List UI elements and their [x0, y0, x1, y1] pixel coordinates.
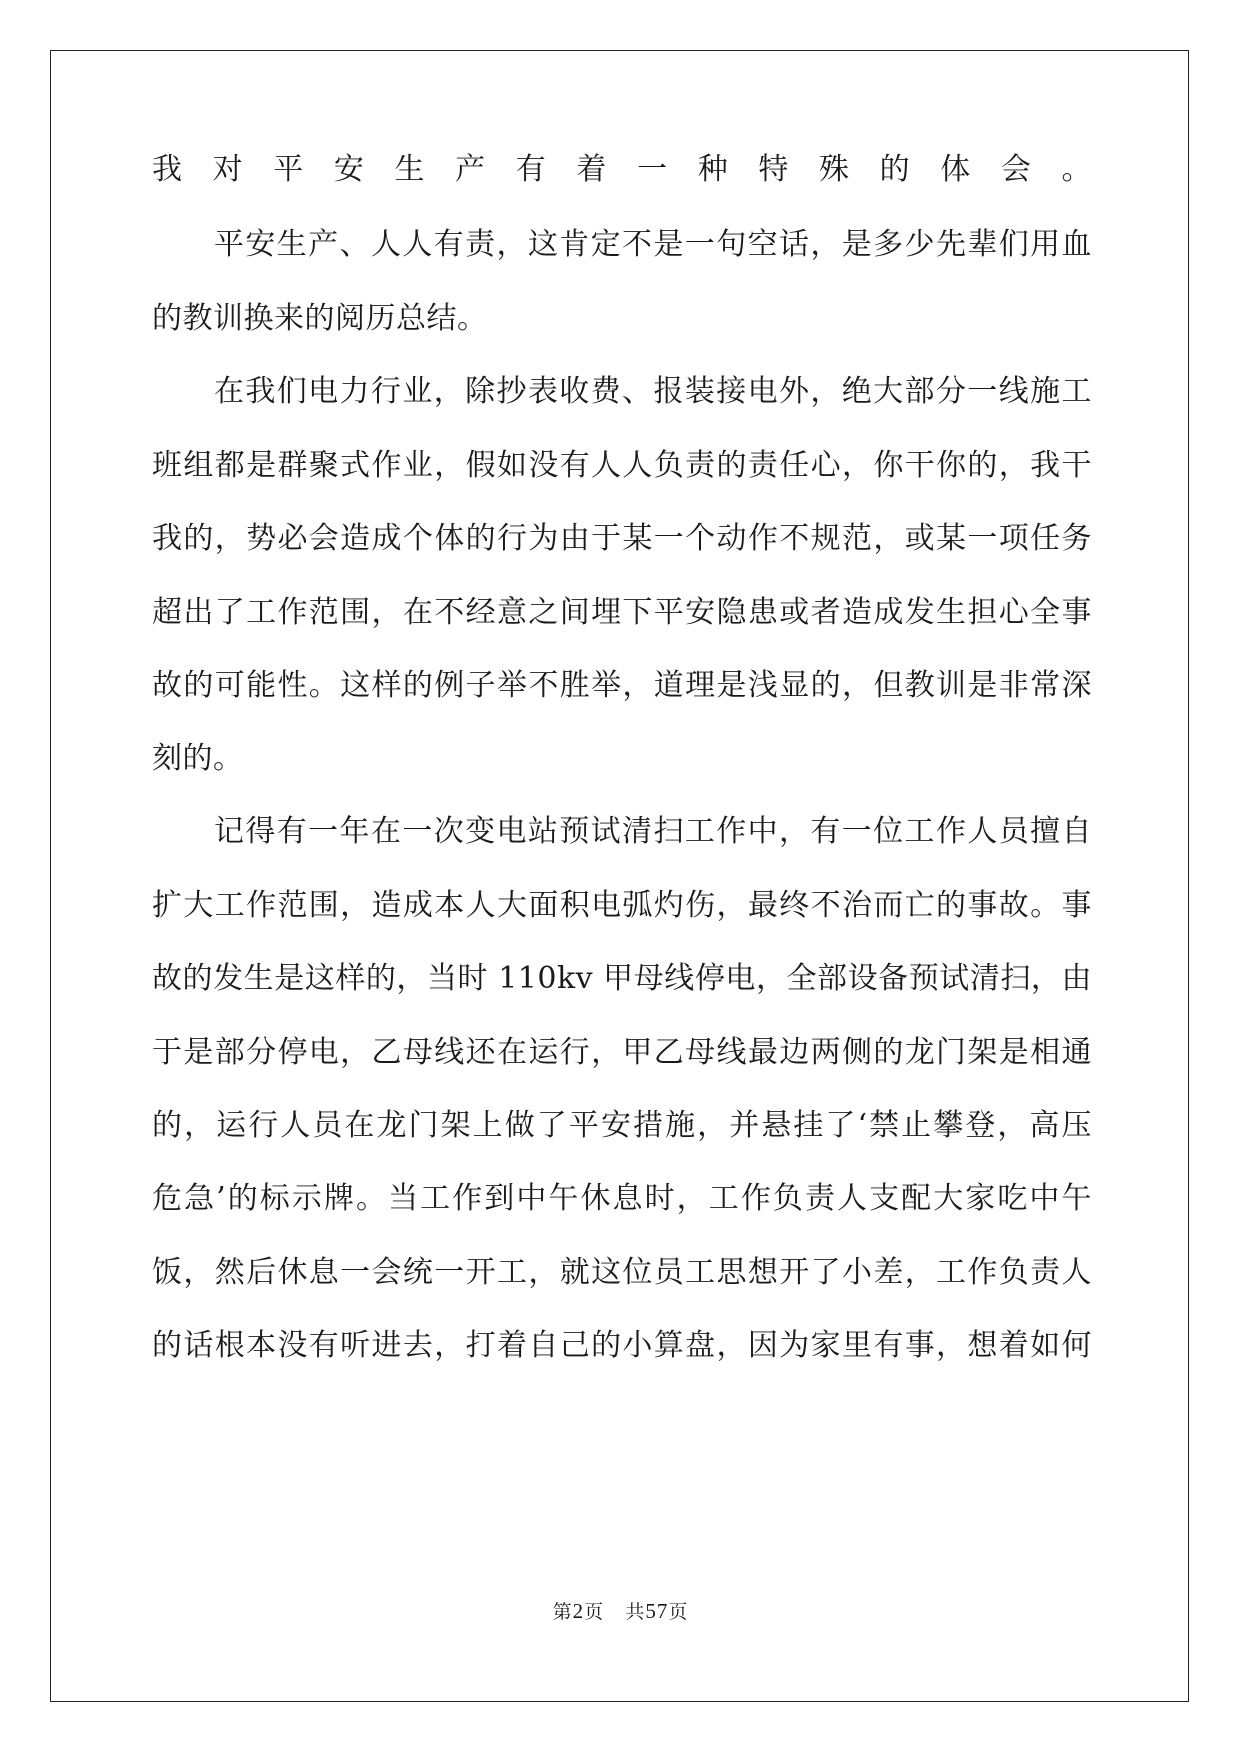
current-page-number: 2	[572, 1599, 585, 1623]
text-line: 班组都是群聚式作业，假如没有人人负责的责任心，你干你的，我干	[152, 448, 1092, 483]
text-line: 于是部分停电，乙母线还在运行，甲乙母线最边两侧的龙门架是相通	[152, 1035, 1092, 1070]
paragraph-first-line: 记得有一年在一次变电站预试清扫工作中，有一位工作人员擅自	[214, 814, 1092, 849]
text-line: 刻的。	[152, 741, 244, 776]
footer-total-prefix: 共	[625, 1601, 646, 1623]
footer-prefix: 第	[552, 1601, 573, 1623]
footer-page-unit: 页	[584, 1601, 605, 1623]
page-footer	[0, 1597, 1241, 1624]
text-line: 故的发生是这样的，当时 110kv 甲母线停电，全部设备预试清扫，由	[152, 961, 1092, 996]
text-line: 我的，势必会造成个体的行为由于某一个动作不规范，或某一项任务	[152, 521, 1092, 556]
text-line: 的教训换来的阅历总结。	[152, 301, 488, 336]
text-line: 饭，然后休息一会统一开工，就这位员工思想开了小差，工作负责人	[152, 1255, 1092, 1290]
text-line: 的话根本没有听进去，打着自己的小算盘，因为家里有事，想着如何	[152, 1328, 1092, 1363]
page-border	[50, 50, 1189, 1702]
footer-total-unit: 页	[668, 1601, 689, 1623]
text-line: 我对平安生产有着一种特殊的体会。	[152, 152, 1092, 187]
total-page-count: 57	[645, 1599, 669, 1623]
paragraph-first-line: 在我们电力行业，除抄表收费、报装接电外，绝大部分一线施工	[214, 374, 1092, 409]
text-line: 扩大工作范围，造成本人大面积电弧灼伤，最终不治而亡的事故。事	[152, 888, 1092, 923]
paragraph-first-line: 平安生产、人人有责，这肯定不是一句空话，是多少先辈们用血	[214, 227, 1092, 262]
text-line: 故的可能性。这样的例子举不胜举，道理是浅显的，但教训是非常深	[152, 668, 1092, 703]
text-line: 的，运行人员在龙门架上做了平安措施，并悬挂了‘禁止攀登，高压	[152, 1108, 1092, 1143]
text-line: 超出了工作范围，在不经意之间埋下平安隐患或者造成发生担心全事	[152, 595, 1092, 630]
text-line: 危急’的标示牌。当工作到中午休息时，工作负责人支配大家吃中午	[152, 1181, 1092, 1216]
